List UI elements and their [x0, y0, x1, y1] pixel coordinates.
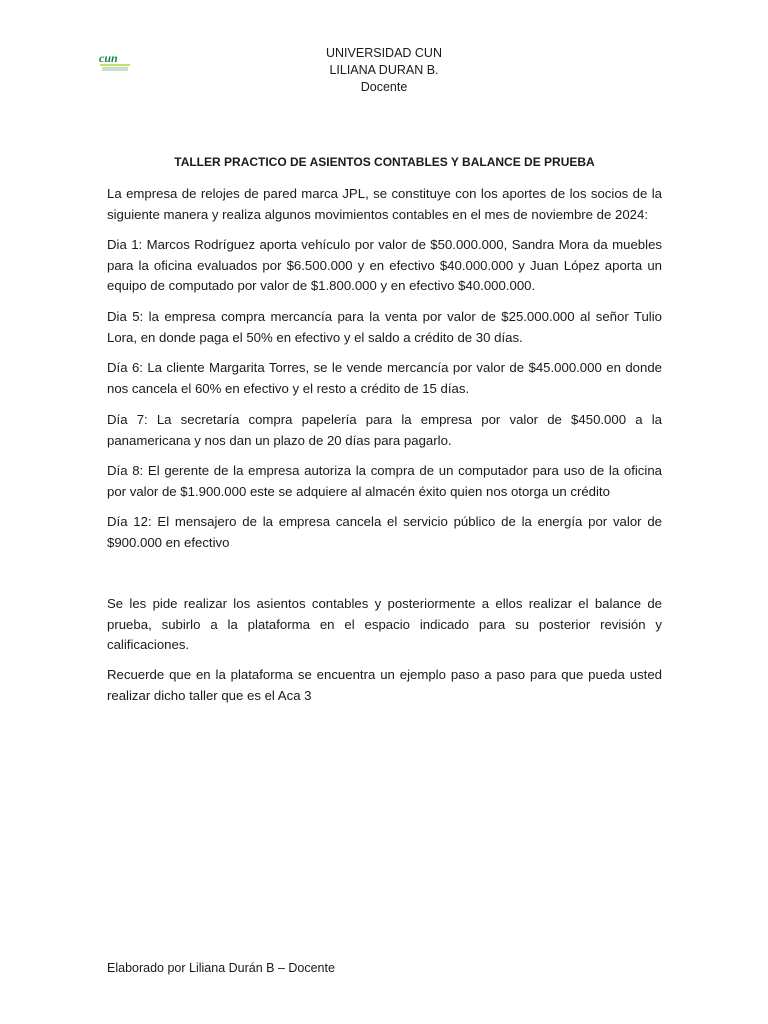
- header-role: Docente: [360, 80, 408, 94]
- paragraph-reminder: Recuerde que en la plataforma se encuentra un ejemplo paso a paso para que pueda usted realizar dicho taller que es el Aca 3: [107, 667, 662, 703]
- paragraph-day-1: Dia 1: Marcos Rodríguez aporta vehículo por valor de $50.000.000, Sandra Mora da muebles para la oficina evaluados por $6.500.000 y en efectivo $40.000.000 y Juan López aporta un equipo de computado por valor de $1.800.000 y en efectivo $40.000.000.: [107, 237, 662, 293]
- document-title: TALLER PRACTICO DE ASIENTOS CONTABLES Y BALANCE DE PRUEBA: [174, 155, 595, 169]
- document-footer: Elaborado por Liliana Durán B – Docente: [107, 961, 335, 975]
- header-institution: UNIVERSIDAD CUN: [326, 46, 442, 60]
- paragraph-day-6: Día 6: La cliente Margarita Torres, se le vende mercancía por valor de $45.000.000 en donde nos cancela el 60% en efectivo y el resto a crédito de 15 días.: [107, 360, 662, 396]
- paragraph-day-5: Dia 5: la empresa compra mercancía para la venta por valor de $25.000.000 al señor Tulio Lora, en donde paga el 50% en efectivo y el saldo a crédito de 30 días.: [107, 309, 662, 345]
- paragraph-day-8: Día 8: El gerente de la empresa autoriza la compra de un computador para uso de la oficina por valor de $1.900.000 este se adquiere al almacén éxito quien nos otorga un crédito: [107, 463, 662, 499]
- paragraph-intro: La empresa de relojes de pared marca JPL, se constituye con los aportes de los socios de la siguiente manera y realiza algunos movimientos contables en el mes de noviembre de 2024:: [107, 186, 662, 222]
- paragraph-day-7: Día 7: La secretaría compra papelería para la empresa por valor de $450.000 a la panamericana y nos dan un plazo de 20 días para pagarlo.: [107, 412, 662, 448]
- paragraph-day-12: Día 12: El mensajero de la empresa cancela el servicio público de la energía por valor de $900.000 en efectivo: [107, 514, 662, 550]
- document-header: [0, 45, 768, 96]
- logo-text: cun: [99, 51, 118, 65]
- header-author: LILIANA DURAN B.: [329, 63, 439, 77]
- paragraph-instructions: Se les pide realizar los asientos contables y posteriormente a ellos realizar el balance de prueba, subirlo a la plataforma en el espacio indicado para su posterior revisión y calificaciones.: [107, 596, 662, 652]
